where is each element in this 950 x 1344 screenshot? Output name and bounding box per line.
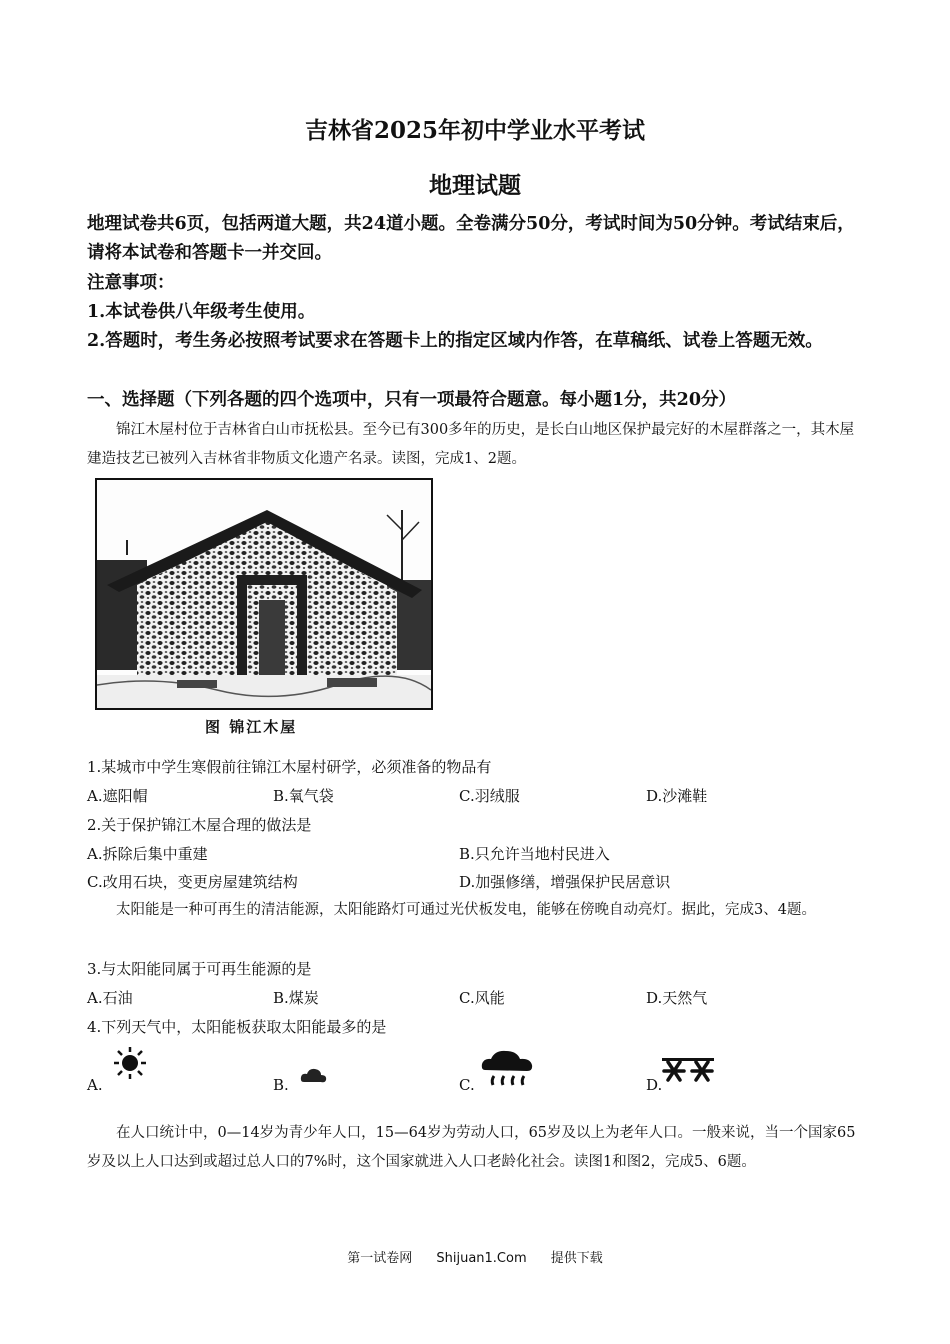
question-4-option-c: C. (459, 1076, 475, 1094)
question-4-option-a: A. (87, 1076, 103, 1094)
question-3-option-c: C.风能 (459, 989, 505, 1007)
footer-note: 提供下载 (550, 1251, 603, 1266)
footer-site-en: Shijuan1.Com (436, 1251, 527, 1266)
question-3-option-a: A.石油 (87, 989, 133, 1007)
exam-intro: 地理试卷共6页，包括两道大题，共24道小题。全卷满分50分，考试时间为50分钟。考试结束后，请将本试卷和答题卡一并交回。 (87, 214, 855, 263)
sun-icon (112, 1045, 148, 1081)
passage-2: 太阳能是一种可再生的清洁能源，太阳能路灯可通过光伏板发电，能够在傍晚自动亮灯。据此，完成3、4题。 (116, 902, 816, 918)
question-1-stem: 1.某城市中学生寒假前往锦江木屋村研学，必须准备的物品有 (87, 758, 492, 776)
passage-3: 在人口统计中，0—14岁为青少年人口，15—64岁为劳动人口，65岁及以上为老年人口。一般来说，当一个国家65岁及以上人口达到或超过总人口的7%时，这个国家就进入人口老龄化社会。读图1和图2，完成5、6题。 (87, 1125, 856, 1170)
question-2-option-b: B.只允许当地村民进入 (459, 845, 610, 863)
question-1-option-b: B.氧气袋 (273, 787, 334, 805)
question-3-stem: 3.与太阳能同属于可再生能源的是 (87, 960, 312, 978)
footer-site-cn: 第一试卷网 (347, 1251, 413, 1266)
question-2-option-d: D.加强修缮，增强保护民居意识 (459, 873, 671, 891)
section-heading: 一、选择题（下列各题的四个选项中，只有一项最符合题意。每小题1分，共20分） (87, 390, 737, 410)
cloud-icon (300, 1066, 328, 1086)
question-2-option-c: C.改用石块，变更房屋建筑结构 (87, 873, 298, 891)
question-2-stem: 2.关于保护锦江木屋合理的做法是 (87, 816, 312, 834)
page-footer (0, 1247, 950, 1266)
figure-caption: 图 锦江木屋 (205, 718, 298, 736)
rain-icon (480, 1048, 536, 1090)
exam-title: 吉林省2025年初中学业水平考试 (304, 117, 645, 144)
question-1-option-a: A.遮阳帽 (87, 787, 148, 805)
question-2-option-a: A.拆除后集中重建 (87, 845, 208, 863)
question-3-option-d: D.天然气 (646, 989, 708, 1007)
passage-1: 锦江木屋村位于吉林省白山市抚松县。至今已有300多年的历史，是长白山地区保护最完好的木屋群落之一，其木屋建造技艺已被列入吉林省非物质文化遗产名录。读图，完成1、2题。 (87, 422, 855, 467)
notice-heading: 注意事项： (87, 273, 175, 293)
question-4-option-b: B. (273, 1076, 289, 1094)
notice-item-2: 2.答题时，考生务必按照考试要求在答题卡上的指定区域内作答，在草稿纸、试卷上答题无效。 (87, 331, 823, 351)
question-3-option-b: B.煤炭 (273, 989, 319, 1007)
wooden-house-photo (95, 478, 433, 710)
question-1-option-c: C.羽绒服 (459, 787, 520, 805)
question-4-option-d: D. (646, 1076, 663, 1094)
question-1-option-d: D.沙滩鞋 (646, 787, 708, 805)
question-4-stem: 4.下列天气中，太阳能板获取太阳能最多的是 (87, 1018, 387, 1036)
snow-icon (660, 1056, 716, 1086)
subject-title: 地理试题 (429, 172, 521, 199)
notice-item-1: 1.本试卷供八年级考生使用。 (87, 302, 316, 322)
